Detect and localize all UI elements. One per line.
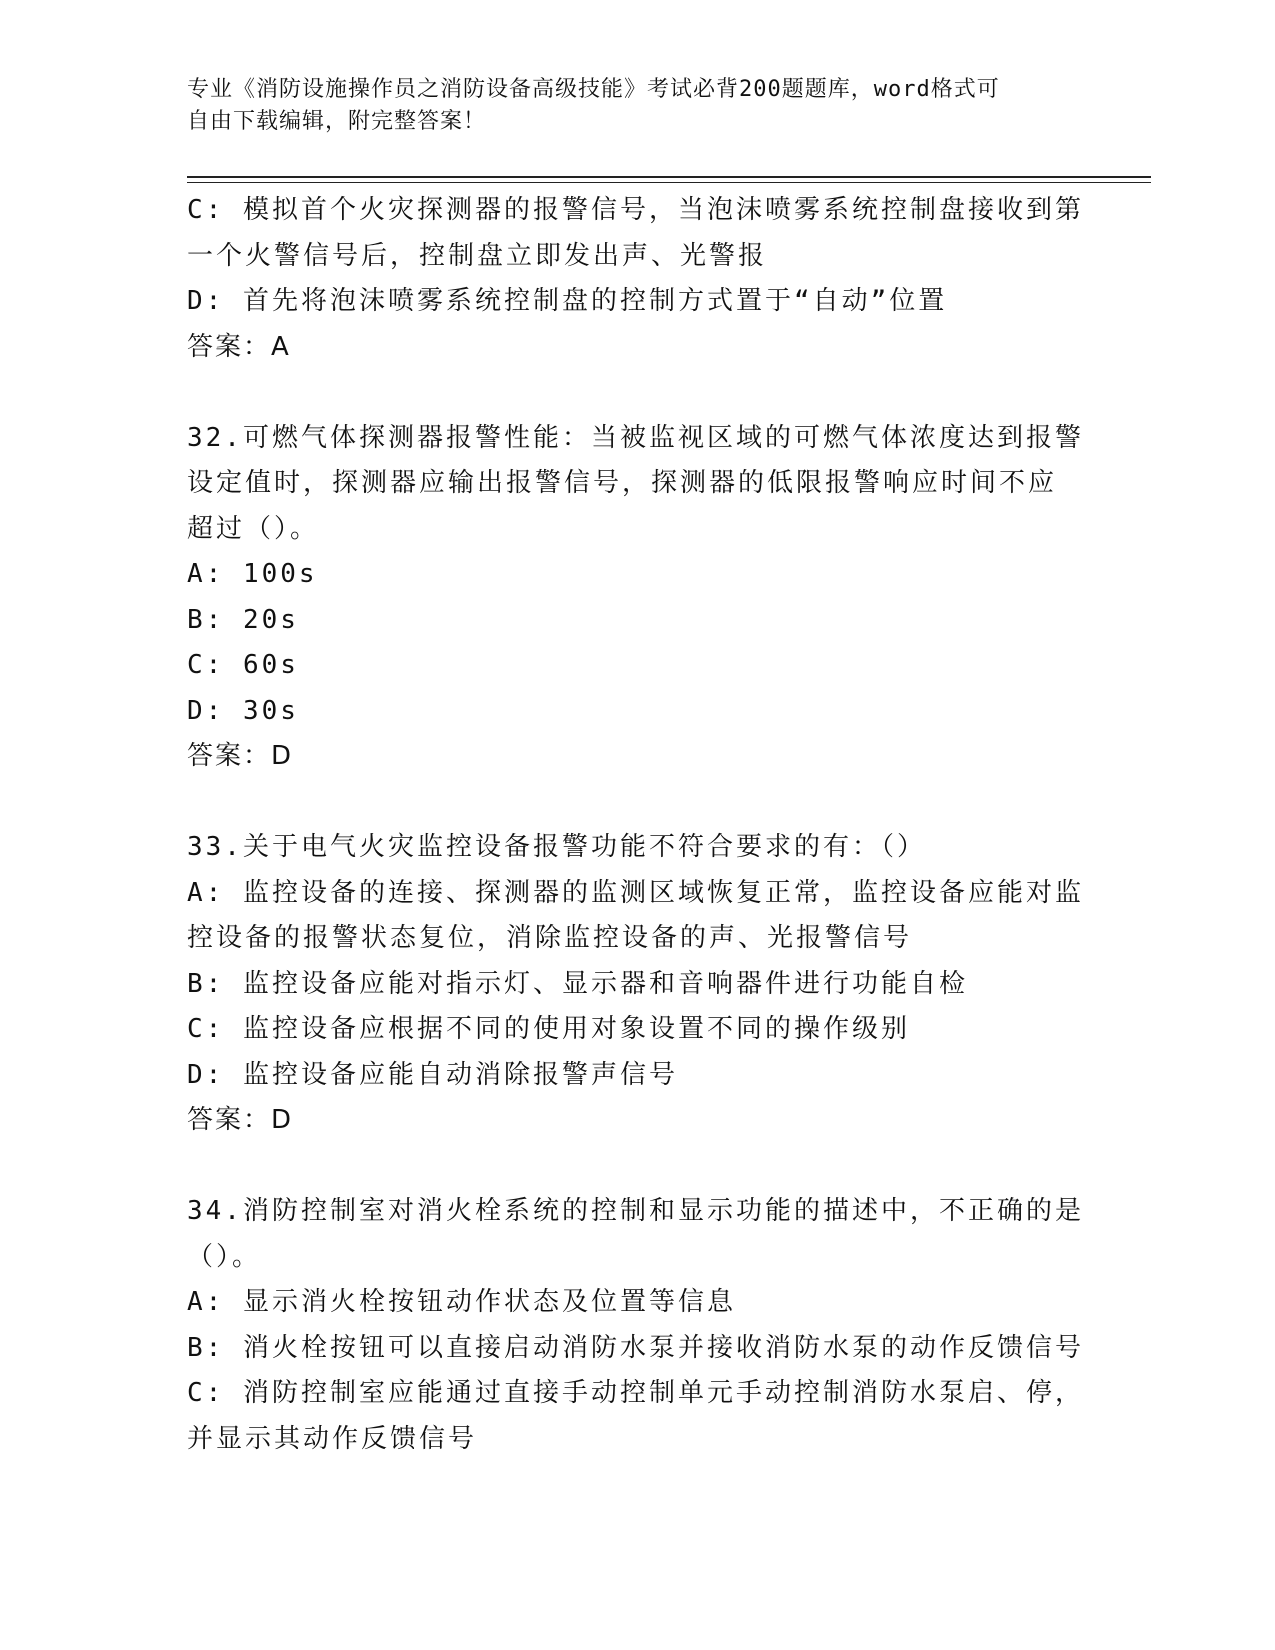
option-a-line-2: 控设备的报警状态复位，消除监控设备的声、光报警信号 — [187, 923, 913, 953]
option-d: D: 30s — [187, 695, 299, 726]
option-c-line-2: 一个火警信号后，控制盘立即发出声、光警报 — [187, 240, 768, 271]
question-stem-line-2: （）。 — [187, 1241, 262, 1272]
question-stem-line-1: 32.可燃气体探测器报警性能：当被监视区域的可燃气体浓度达到报警 — [187, 422, 1084, 453]
spacer — [187, 1144, 1087, 1190]
question-stem-line-1: 34.消防控制室对消火栓系统的控制和显示功能的描述中，不正确的是 — [187, 1196, 1084, 1226]
option-c-line-1: C: 消防控制室应能通过直接手动控制单元手动控制消防水泵启、停， — [187, 1378, 1084, 1408]
option-c-line-1: C: 模拟首个火灾探测器的报警信号，当泡沫喷雾系统控制盘接收到第 — [187, 195, 1084, 225]
previous-question-tail — [187, 188, 1087, 370]
question-34 — [187, 1189, 1087, 1462]
option-b: B: 监控设备应能对指示灯、显示器和音响器件进行功能自检 — [187, 968, 968, 999]
question-stem-line-1: 33.关于电气火灾监控设备报警功能不符合要求的有：（） — [187, 832, 926, 862]
question-32 — [187, 416, 1087, 780]
header-line-2: 自由下载编辑，附完整答案！ — [187, 109, 487, 134]
answer: 答案：A — [187, 331, 291, 362]
question-stem-line-2: 设定值时，探测器应输出报警信号，探测器的低限报警响应时间不应 — [187, 468, 1058, 498]
question-content — [187, 188, 1087, 1462]
answer: 答案：D — [187, 741, 294, 771]
option-c: C: 60s — [187, 650, 299, 680]
option-c: C: 监控设备应根据不同的使用对象设置不同的操作级别 — [187, 1014, 910, 1044]
spacer — [187, 780, 1087, 826]
document-header — [187, 74, 1087, 138]
option-d: D: 首先将泡沫喷雾系统控制盘的控制方式置于“自动”位置 — [187, 286, 948, 316]
option-b: B: 消火栓按钮可以直接启动消防水泵并接收消防水泵的动作反馈信号 — [187, 1332, 1084, 1363]
header-divider-thin — [187, 182, 1151, 183]
spacer — [187, 370, 1087, 416]
option-a: A: 显示消火栓按钮动作状态及位置等信息 — [187, 1287, 736, 1317]
answer: 答案：D — [187, 1105, 294, 1135]
option-c-line-2: 并显示其动作反馈信号 — [187, 1423, 478, 1454]
header-line-1: 专业《消防设施操作员之消防设备高级技能》考试必背200题题库，word格式可 — [187, 77, 1000, 102]
option-a-line-1: A: 监控设备的连接、探测器的监测区域恢复正常，监控设备应能对监 — [187, 877, 1084, 908]
question-33 — [187, 825, 1087, 1144]
option-a: A: 100s — [187, 559, 318, 589]
option-b: B: 20s — [187, 604, 299, 635]
question-stem-line-3: 超过（）。 — [187, 513, 320, 544]
header-divider-thick — [187, 176, 1151, 178]
option-d: D: 监控设备应能自动消除报警声信号 — [187, 1059, 678, 1090]
